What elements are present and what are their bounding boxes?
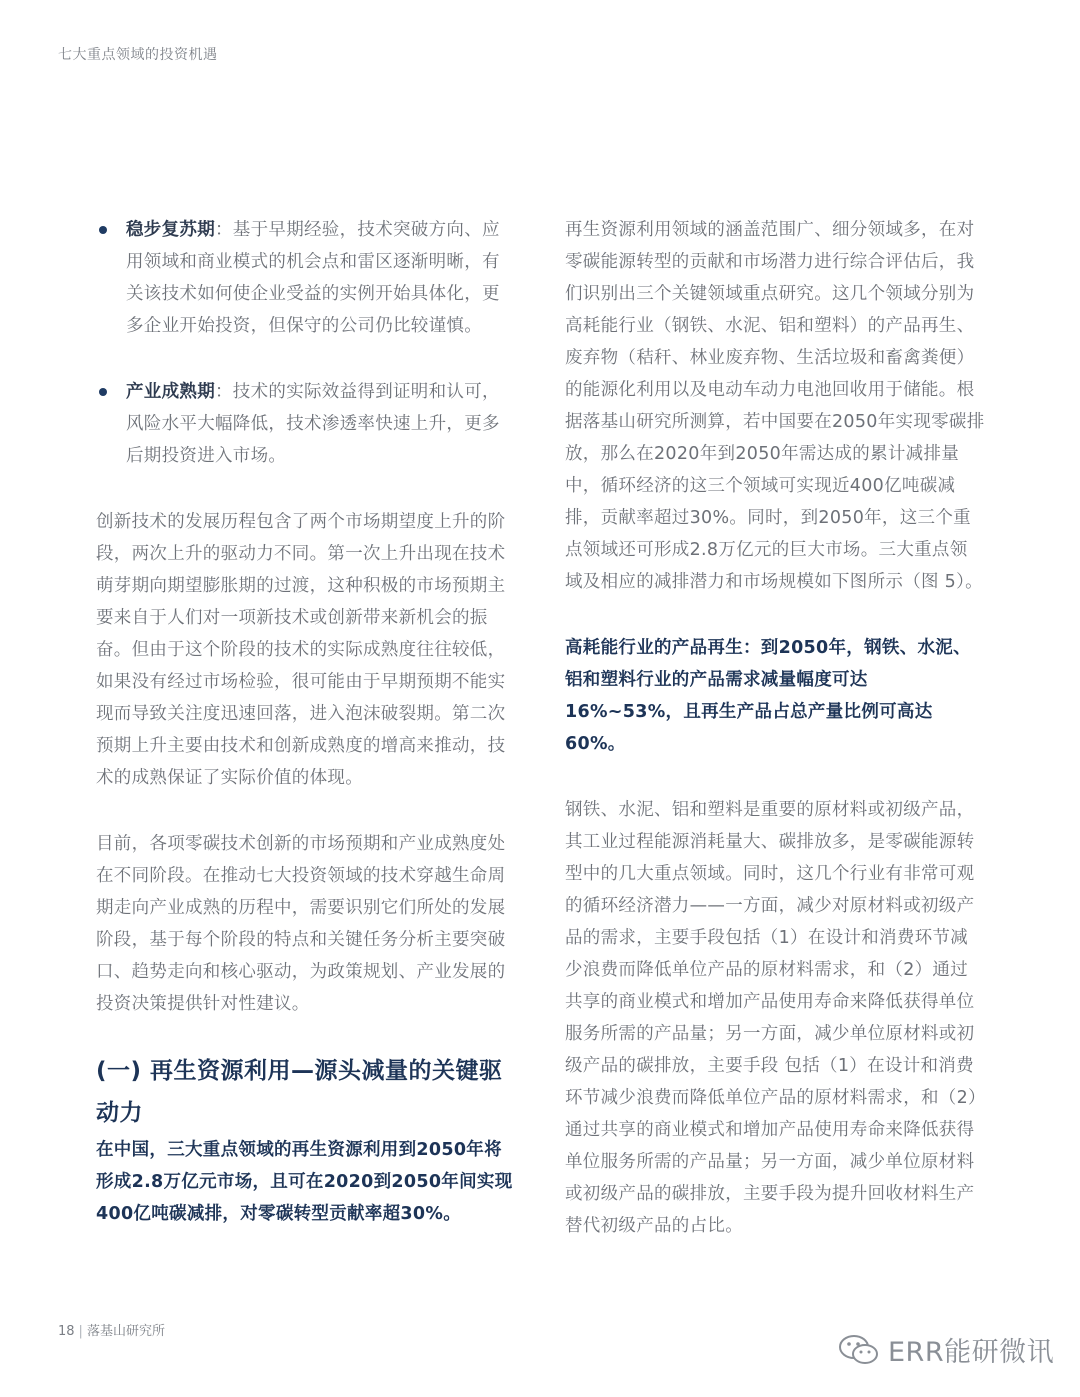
- watermark: [838, 1330, 1054, 1369]
- subsection-highlight: 高耗能行业的产品再生：到2050年，钢铁、水泥、铝和塑料行业的产品需求减量幅度可达16%~53%，且再生产品占总产量比例可高达60%。: [565, 638, 971, 754]
- bullet-text: ：基于早期经验，技术突破方向、应用领域和商业模式的机会点和雷区逐渐明晰，有关该技术如何使企业受益的实例开始具体化，更多企业开始投资，但保守的公司仍比较谨慎。: [126, 220, 500, 336]
- body-paragraph: 钢铁、水泥、铝和塑料是重要的原材料或初级产品，其工业过程能源消耗量大、碳排放多，是零碳能源转型中的几大重点领域。同时，这几个行业有非常可观的循环经济潜力——一方面，减少对原材料或初级产品的需求，主要手段包括（1）在设计和消费环节减少浪费而降低单位产品的原材料需求，和（2）通过共享的商业模式和增加产品使用寿命来降低获得单位服务所需的产品量；另一方面，减少单位原材料或初级产品的碳排放，主要手段 包括（1）在设计和消费环节减少浪费而降低单位产品的原材料需求，和（2）通过共享的商业模式和增加产品使用寿命来降低获得单位服务所需的产品量；另一方面，减少单位原材料或初级产品的碳排放，主要手段为提升回收材料生产替代初级产品的占比。: [565, 800, 978, 1236]
- bullet-term: 稳步复苏期: [126, 220, 215, 240]
- bullet-dot-icon: [99, 226, 107, 234]
- bullet-term: 产业成熟期: [126, 382, 215, 402]
- page-footer: [58, 1320, 165, 1339]
- wechat-icon: [838, 1333, 880, 1367]
- body-paragraph: 创新技术的发展历程包含了两个市场期望度上升的阶段，两次上升的驱动力不同。第一次上升出现在技术萌芽期向期望膨胀期的过渡，这种积极的市场预期主要来自于人们对一项新技术或创新带来新机会的振奋。但由于这个阶段的技术的实际成熟度往往较低，如果没有经过市场检验，很可能由于早期预期不能实现而导致关注度迅速回落，进入泡沫破裂期。第二次预期上升主要由技术和创新成熟度的增高来推动，技术的成熟保证了实际价值的体现。: [96, 512, 506, 788]
- body-paragraph: 目前，各项零碳技术创新的市场预期和产业成熟度处在不同阶段。在推动七大投资领域的技术穿越生命周期走向产业成熟的历程中，需要识别它们所处的发展阶段，基于每个阶段的特点和关键任务分析主要突破口、趋势走向和核心驱动，为政策规划、产业发展的投资决策提供针对性建议。: [96, 834, 506, 1014]
- watermark-text: ERR能研微讯: [888, 1337, 1055, 1368]
- body-paragraph: 再生资源利用领域的涵盖范围广、细分领域多，在对零碳能源转型的贡献和市场潜力进行综合评估后，我们识别出三个关键领域重点研究。这几个领域分别为高耗能行业（钢铁、水泥、铝和塑料）的产品再生、废弃物（秸秆、林业废弃物、生活垃圾和畜禽粪便）的能源化利用以及电动车动力电池回收用于储能。根据落基山研究所测算，若中国要在2050年实现零碳排放，那么在2020年到2050年需达成的累计减排量中，循环经济的这三个领域可实现近400亿吨碳减排，贡献率超过30%。同时，到2050年，这三个重点领域还可形成2.8万亿元的巨大市场。三大重点领域及相应的减排潜力和市场规模如下图所示（图 5）。: [565, 220, 985, 592]
- page-number: 18: [58, 1324, 75, 1339]
- bullet-item: [96, 214, 516, 342]
- section-heading: (一) 再生资源利用—源头减量的关键驱动力: [96, 1058, 503, 1126]
- footer-separator: |: [78, 1324, 83, 1339]
- publisher-name: 落基山研究所: [86, 1324, 165, 1339]
- right-column: [565, 214, 985, 1242]
- section-highlight: 在中国，三大重点领域的再生资源利用到2050年将形成2.8万亿元市场，且可在2020到2050年间实现400亿吨碳减排，对零碳转型贡献率超30%。: [96, 1140, 513, 1224]
- bullet-item: [96, 376, 516, 472]
- bullet-text: ：技术的实际效益得到证明和认可，风险水平大幅降低，技术渗透率快速上升，更多后期投资进入市场。: [126, 382, 500, 466]
- bullet-dot-icon: [99, 388, 107, 396]
- running-header: 七大重点领域的投资机遇: [58, 47, 218, 63]
- left-column: [96, 214, 516, 1230]
